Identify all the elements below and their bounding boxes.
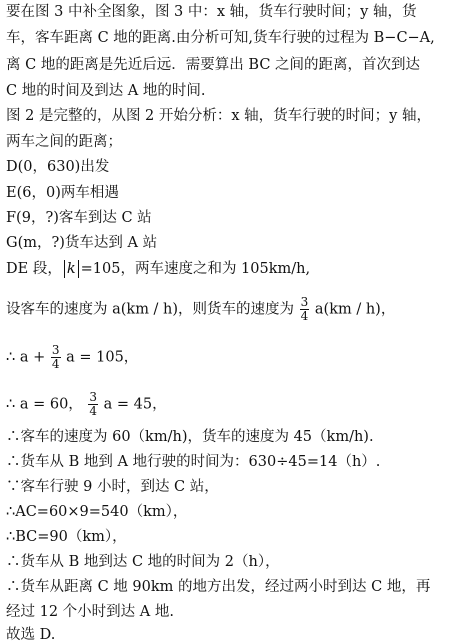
text-line: 故选 D. bbox=[6, 627, 56, 643]
text-segment: 设客车的速度为 a(km / h)，则货车的速度为 bbox=[6, 301, 295, 318]
text-segment: a = 45， bbox=[103, 396, 167, 413]
fraction bbox=[88, 391, 98, 418]
text-line: G(m，?)货车达到 A 站 bbox=[6, 235, 158, 251]
text-line: ∴客车的速度为 60（km/h)，货车的速度为 45（km/h). bbox=[6, 429, 374, 445]
text-line: ∴货车从 B 地到 A 地行驶的时间为：630÷45=14（h）. bbox=[6, 454, 381, 470]
text-line: 要在图 3 中补全图象，图 3 中：x 轴，货车行驶时间；y 轴，货 bbox=[6, 4, 417, 20]
fraction-denominator: 4 bbox=[89, 404, 98, 418]
fraction-numerator: 3 bbox=[300, 295, 309, 309]
text-segment: a(km / h)， bbox=[314, 301, 396, 318]
text-line: ∴货车从 B 地到达 C 地的时间为 2（h）， bbox=[6, 554, 280, 570]
text-line: 离 C 地的距离是先近后远．需要算出 BC 之间的距离，首次到达 bbox=[6, 57, 421, 73]
text-line: E(6，0)两车相遇 bbox=[6, 185, 119, 201]
text-segment: =105，两车速度之和为 105km/h, bbox=[80, 261, 311, 277]
text-line: 两车之间的距离； bbox=[6, 134, 122, 150]
text-line: D(0，630)出发 bbox=[6, 159, 110, 175]
text-line bbox=[6, 296, 395, 323]
fraction-denominator: 4 bbox=[300, 309, 309, 323]
fraction-denominator: 4 bbox=[51, 357, 60, 371]
text-line: ∴货车从距离 C 地 90km 的地方出发，经过两小时到达 C 地，再 bbox=[6, 579, 431, 595]
text-line bbox=[6, 344, 138, 371]
text-segment: a = 105， bbox=[66, 349, 139, 366]
absolute-value: k bbox=[64, 260, 79, 278]
text-line: ∴AC=60×9=540（km）， bbox=[6, 504, 188, 520]
fraction bbox=[51, 344, 61, 371]
fraction-numerator: 3 bbox=[51, 343, 60, 357]
text-line: ∵客车行驶 9 小时，到达 C 站， bbox=[6, 479, 219, 495]
fraction bbox=[300, 296, 310, 323]
fraction-numerator: 3 bbox=[89, 390, 98, 404]
text-segment: ∴ a = 60， bbox=[6, 396, 83, 413]
text-segment: DE 段， bbox=[6, 261, 62, 277]
text-line: 图 2 是完整的，从图 2 开始分析：x 轴，货车行驶的时间；y 轴， bbox=[6, 108, 431, 124]
text-line: F(9，?)客车到达 C 站 bbox=[6, 210, 152, 226]
text-line: 经过 12 个小时到达 A 地. bbox=[6, 604, 174, 620]
text-line bbox=[6, 391, 167, 418]
text-line: 车，客车距离 C 地的距离.由分析可知,货车行驶的过程为 B−C−A, bbox=[6, 30, 435, 46]
text-line bbox=[6, 260, 310, 278]
text-segment: ∴ a + bbox=[6, 349, 46, 366]
text-line: ∴BC=90（km）， bbox=[6, 529, 127, 545]
text-line: C 地的时间及到达 A 地的时间. bbox=[6, 83, 206, 99]
